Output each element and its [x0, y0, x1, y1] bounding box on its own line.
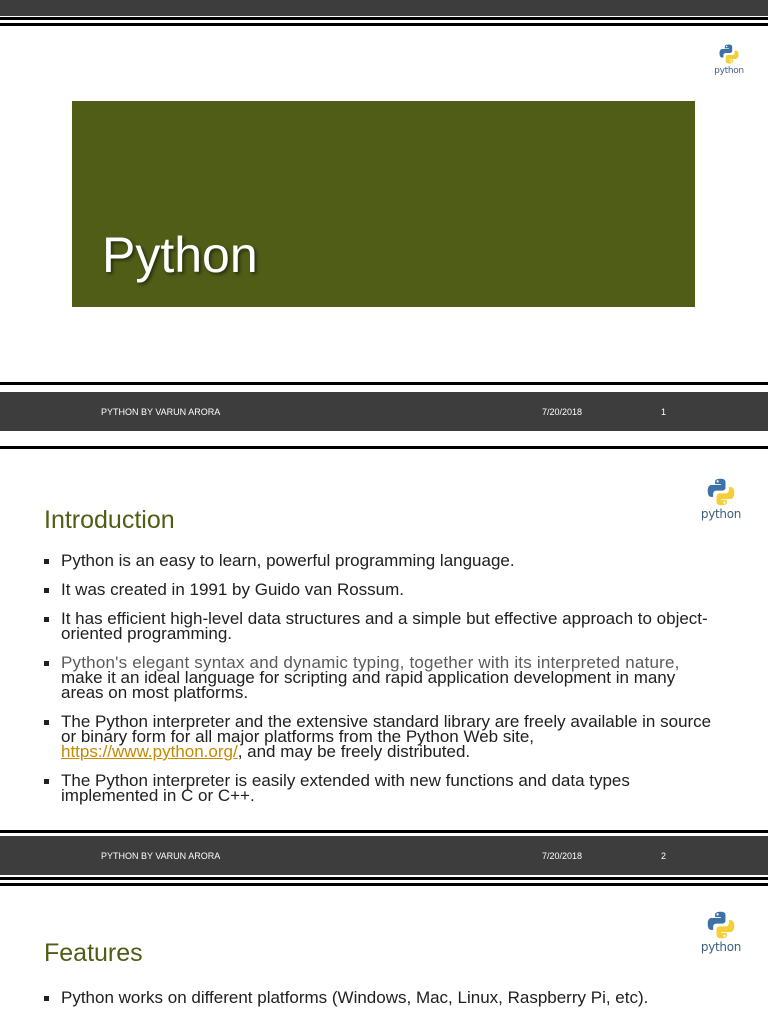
list-item-text: , and may be freely distributed.	[237, 742, 471, 761]
list-item: The Python interpreter is easily extended with new functions and data types implemented in C or C++.	[44, 773, 714, 803]
divider-line	[0, 382, 768, 385]
python-logo-icon	[712, 44, 746, 80]
divider-line	[0, 877, 768, 880]
footer-page-number: 2	[661, 850, 667, 861]
bullet-list	[44, 990, 714, 1019]
list-item: It was created in 1991 by Guido van Rossum.	[44, 582, 714, 597]
slide-heading: Introduction	[44, 506, 175, 534]
logo-wordmark: python	[714, 66, 744, 76]
slide-footer	[0, 392, 768, 431]
divider-line	[0, 883, 768, 886]
footer-author: PYTHON BY VARUN ARORA	[101, 850, 221, 861]
top-strip	[0, 0, 768, 16]
list-item: Python is an easy to learn, powerful programming language.	[44, 553, 714, 568]
list-item	[44, 655, 714, 700]
list-item: Python works on different platforms (Windows, Mac, Linux, Raspberry Pi, etc).	[44, 990, 714, 1005]
python-logo-icon	[700, 911, 742, 957]
python-logo-icon	[700, 478, 742, 524]
footer-date: 7/20/2018	[542, 850, 583, 861]
divider-line	[0, 17, 768, 20]
list-item: It has efficient high-level data structures and a simple but effective approach to object-oriented programming.	[44, 611, 714, 641]
list-item	[44, 714, 714, 759]
divider-line	[0, 830, 768, 833]
footer-author: PYTHON BY VARUN ARORA	[101, 406, 221, 417]
divider-line	[0, 446, 768, 449]
logo-wordmark: python	[700, 507, 742, 521]
bullet-list	[44, 553, 714, 817]
slide-footer	[0, 836, 768, 875]
list-item-first-line: Python's elegant syntax and dynamic typing, together with its interpreted nature,	[61, 653, 680, 672]
divider-line	[0, 23, 768, 26]
slide-heading: Features	[44, 939, 143, 967]
list-item-rest: make it an ideal language for scripting and rapid application development in many areas on most platforms.	[61, 668, 676, 702]
footer-page-number: 1	[661, 406, 667, 417]
slide-title: Python	[102, 227, 258, 283]
list-item-text: The Python interpreter and the extensive standard library are freely available in source or binary form for all major platforms from the Python Web site,	[61, 712, 712, 746]
logo-wordmark: python	[700, 940, 742, 954]
footer-date: 7/20/2018	[542, 406, 583, 417]
python-website-link[interactable]: https://www.python.org/	[61, 742, 238, 761]
